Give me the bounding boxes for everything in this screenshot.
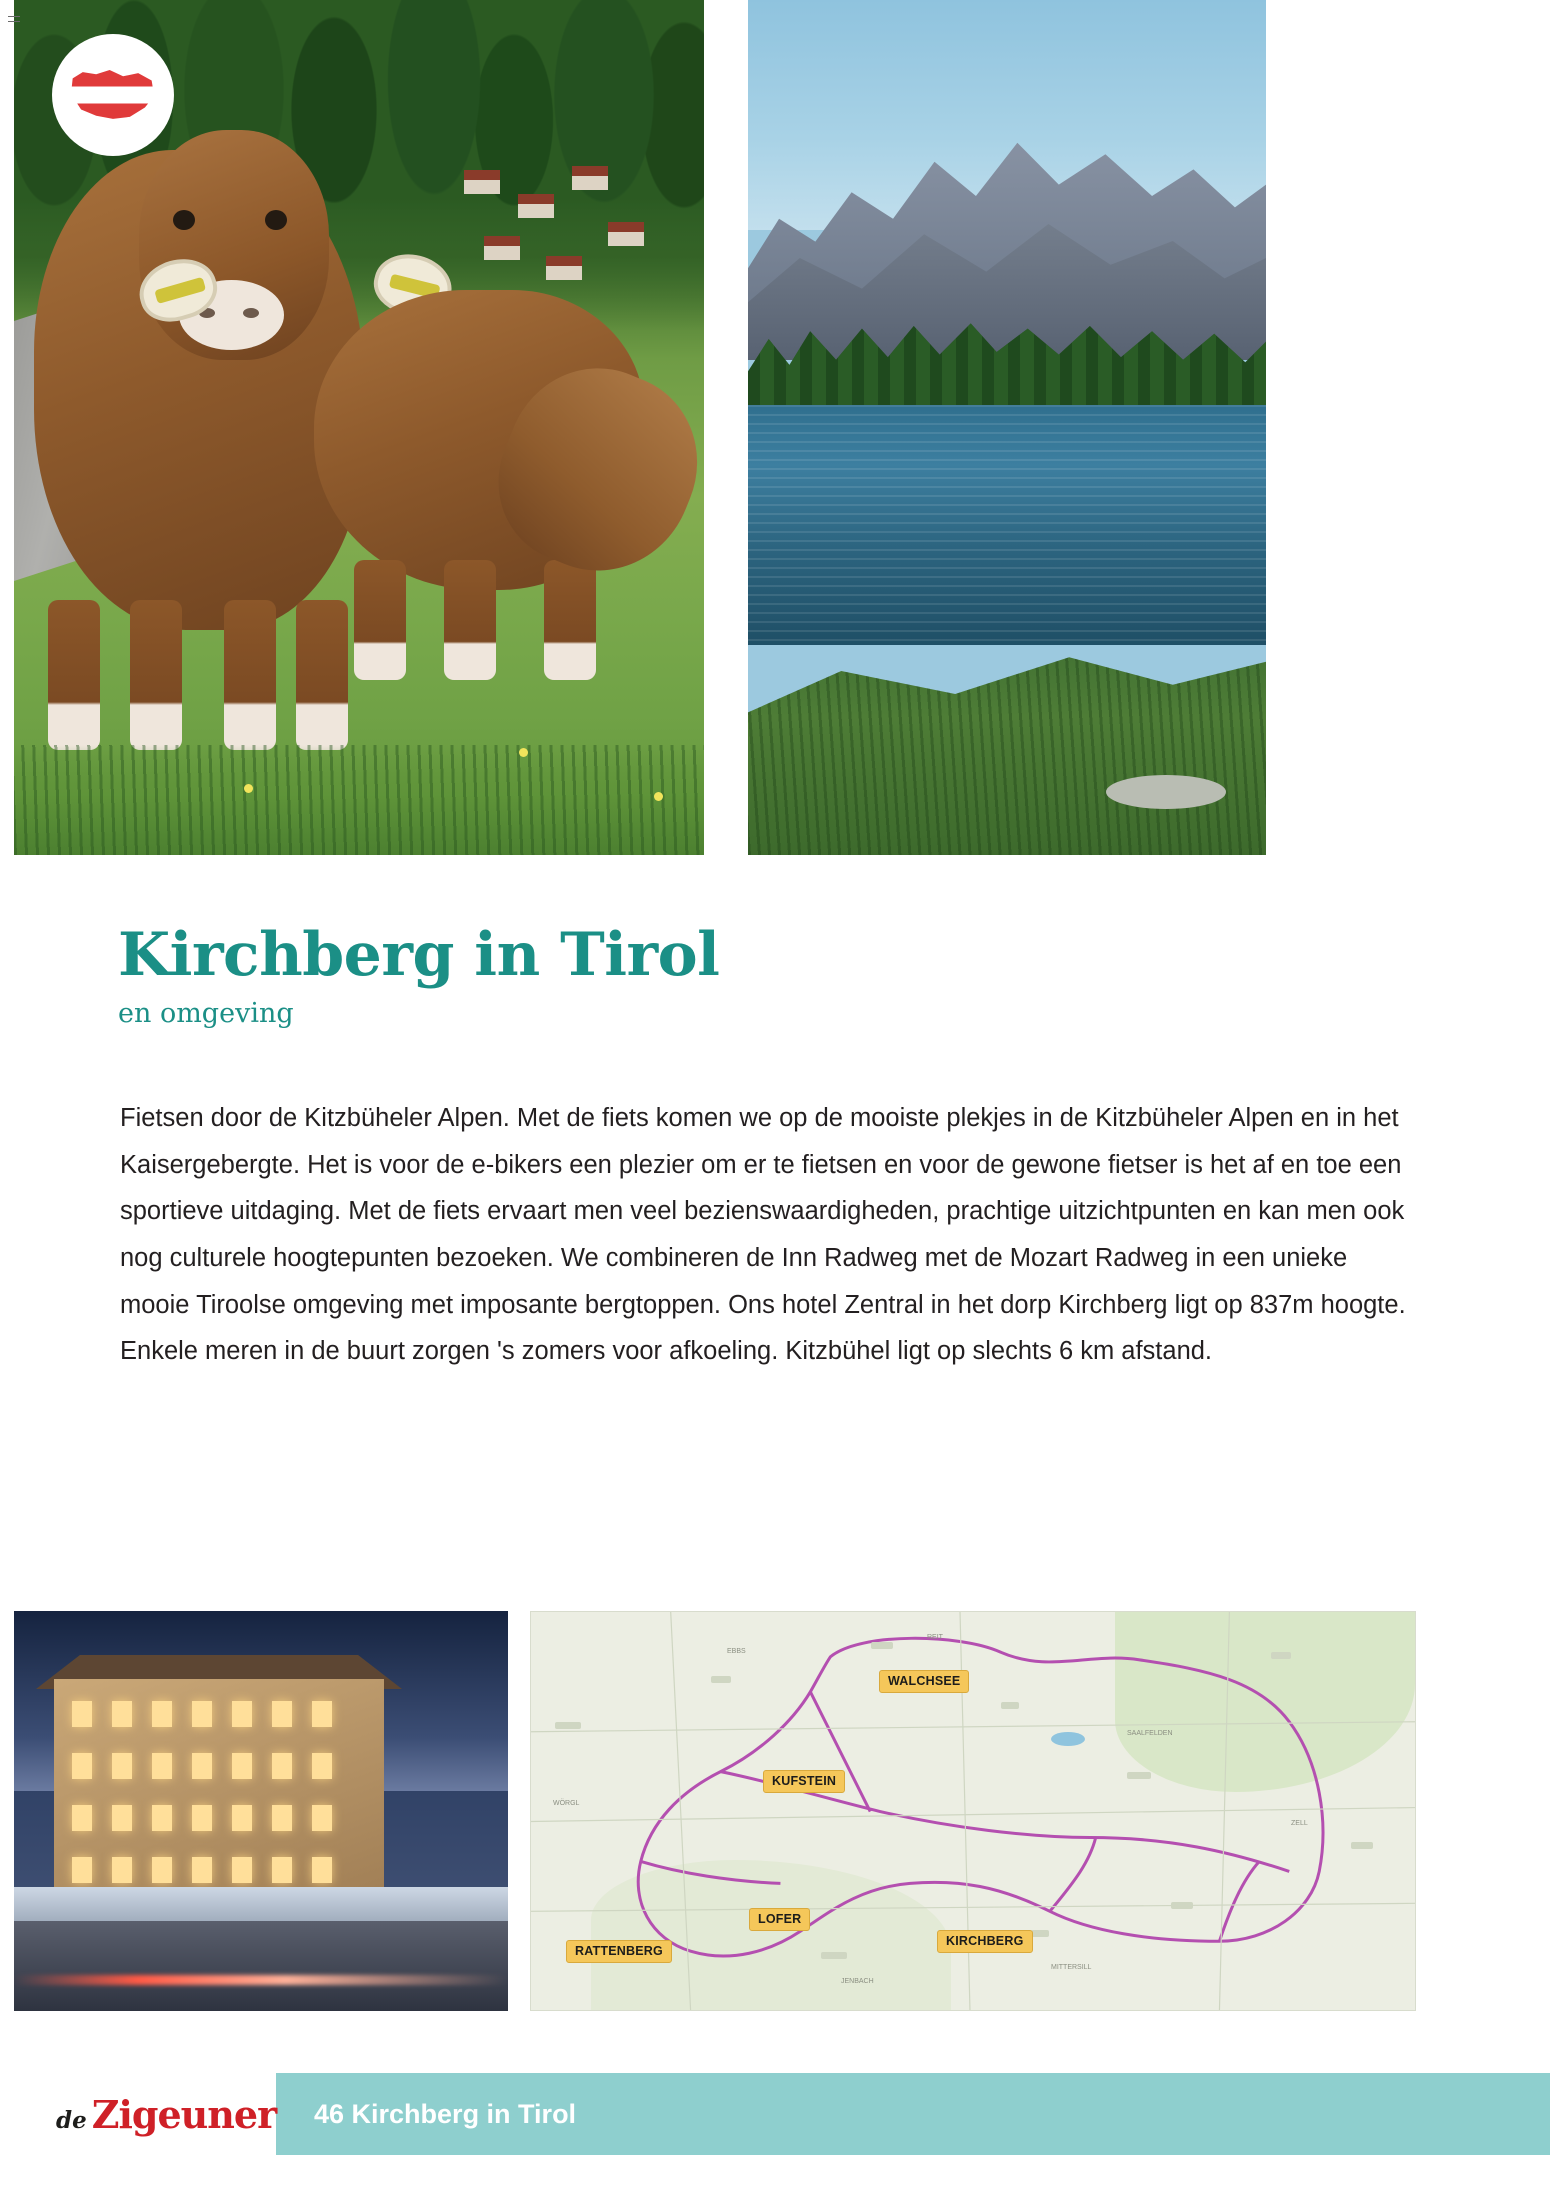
cow-foreground — [34, 150, 364, 630]
austria-flag-badge — [52, 34, 174, 156]
map-label-walchsee: WALCHSEE — [879, 1670, 969, 1693]
cows-pasture-photo — [14, 0, 704, 855]
cow-eye — [265, 210, 287, 230]
brand-logo — [56, 2092, 276, 2137]
footer-page-label: 46 Kirchberg in Tirol — [314, 2098, 577, 2129]
shore-rock — [1106, 775, 1226, 809]
flower-icon — [244, 784, 253, 793]
map-label-rattenberg: RATTENBERG — [566, 1940, 672, 1963]
brand-name: Zigeuner — [91, 2092, 277, 2137]
grass-foreground — [14, 745, 704, 855]
car-light-trail — [14, 1975, 508, 1985]
house-icon — [518, 194, 554, 218]
house-icon — [572, 166, 608, 190]
cow-eye — [173, 210, 195, 230]
flower-icon — [654, 792, 663, 801]
cow-leg — [130, 600, 182, 750]
map-label-kufstein: KUFSTEIN — [763, 1770, 845, 1793]
cow-head — [139, 130, 329, 360]
page-heading-block — [118, 920, 719, 1029]
hotel-zentral-photo — [14, 1611, 508, 2011]
cow-nostril — [243, 308, 259, 318]
cow-leg — [354, 560, 406, 680]
house-icon — [464, 170, 500, 194]
body-paragraph: Fietsen door de Kitzbüheler Alpen. Met de fiets komen we op de mooiste plekjes in de Kitzbüheler Alpen en in het Kaisergebergte. Het is voor de e-bikers een plezier om er te fietsen en voor de gewone fietser is het af en toe een sportieve uitdaging. Met de fiets ervaart men veel bezienswaardigheden, prachtige uitzichtpunten en kan men ook nog culturele hoogtepunten bezoeken. We combineren de Inn Radweg met de Mozart Radweg in een unieke mooie Tiroolse omgeving met imposante bergtoppen. Ons hotel Zentral in het dorp Kirchberg ligt op 837m hoogte. Enkele meren in de buurt zorgen 's zomers voor afkoeling. Kitzbühel ligt op slechts 6 km afstand. — [120, 1104, 1406, 1366]
lower-image-row — [14, 1611, 1438, 2011]
brand-prefix: de — [56, 2107, 87, 2134]
page-subtitle: en omgeving — [118, 998, 294, 1029]
flower-icon — [519, 748, 528, 757]
lake-water — [748, 405, 1266, 645]
map-label-lofer: LOFER — [749, 1908, 810, 1931]
cow-leg — [544, 560, 596, 680]
map-label-kirchberg: KIRCHBERG — [937, 1930, 1033, 1953]
house-icon — [608, 222, 644, 246]
street-foreground — [14, 1921, 508, 2011]
house-icon — [546, 256, 582, 280]
cow-leg — [48, 600, 100, 750]
house-icon — [484, 236, 520, 260]
alpine-lake-photo — [748, 0, 1266, 855]
cycling-route-map: WÖRGL EBBS REIT SAALFELDEN ZELL JENBACH MITTERSILL WALCHSEE KUFSTEIN LOFER KIRCHBERG RATTENBERG — [530, 1611, 1416, 2011]
page-title: Kirchberg in Tirol — [118, 920, 720, 990]
page-edge-mark — [8, 16, 20, 22]
austria-flag-icon — [71, 69, 155, 121]
cow-leg — [224, 600, 276, 750]
cow-grazing — [314, 290, 644, 590]
top-image-band — [0, 0, 1550, 855]
footer-bar — [276, 2073, 1550, 2155]
village-houses — [454, 160, 674, 290]
cow-leg — [444, 560, 496, 680]
cow-leg — [296, 600, 348, 750]
